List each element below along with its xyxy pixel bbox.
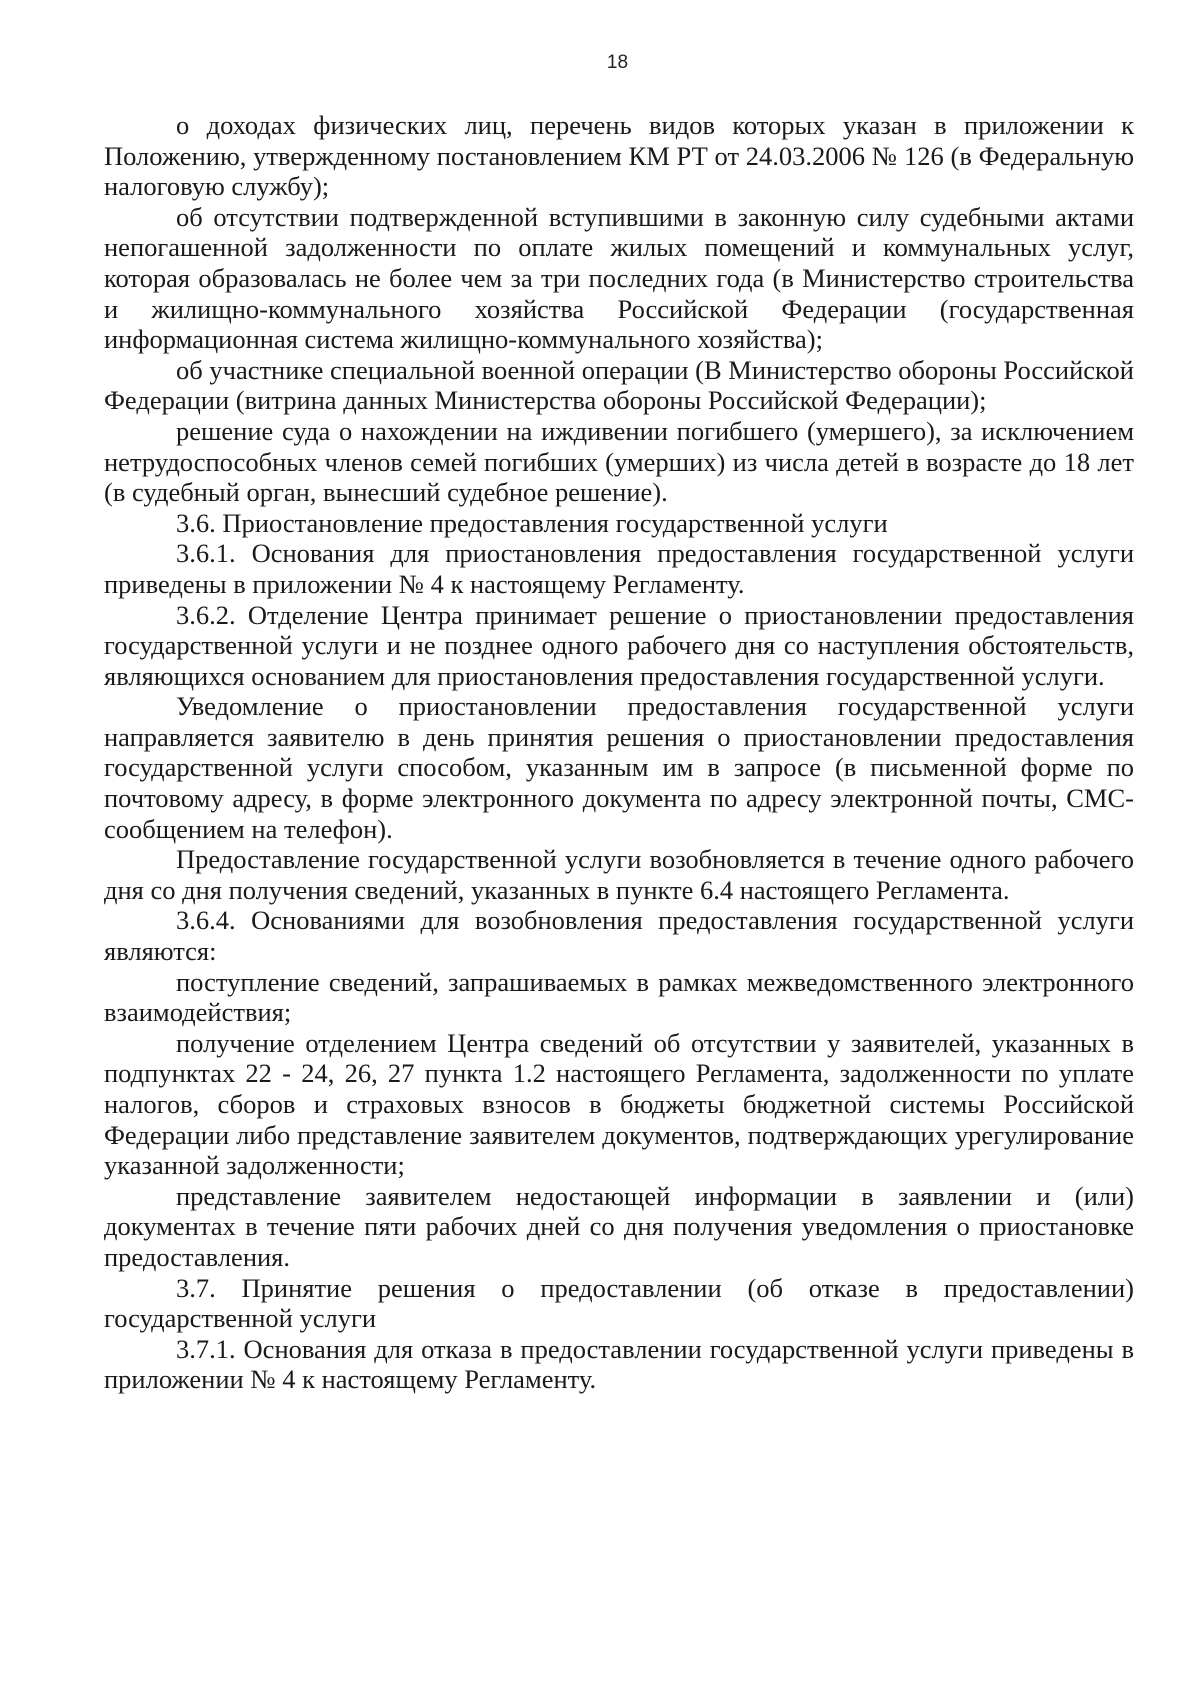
paragraph-3-6-1: 3.6.1. Основания для приостановления предоставления государственной услуги приведены в приложении № 4 к настоящему Регламенту. bbox=[104, 538, 1134, 599]
paragraph-no-tax-debt: получение отделением Центра сведений об отсутствии у заявителей, указанных в подпунктах 22 - 24, 26, 27 пункта 1.2 настоящего Регламента, задолженности по уплате налогов, сборов и страховых взносов в бюджеты бюджетной системы Российской Федерации либо представление заявителем документов, подтверждающих урегулирование указанной задолженности; bbox=[104, 1027, 1134, 1181]
section-heading-3-6: 3.6. Приостановление предоставления государственной услуги bbox=[176, 507, 888, 538]
paragraph-income-info: о доходах физических лиц, перечень видов которых указан в приложении к Положению, утвержденному постановлением КМ РТ от 24.03.2006 № 126 (в Федеральную налоговую службу); bbox=[104, 110, 1134, 202]
paragraph-missing-info: представление заявителем недостающей информации в заявлении и (или) документах в течение пяти рабочих дней со дня получения уведомления о приостановке предоставления. bbox=[104, 1180, 1134, 1272]
paragraph-3-6-4: 3.6.4. Основаниями для возобновления предоставления государственной услуги являются: bbox=[104, 905, 1134, 967]
paragraph-3-6-2: 3.6.2. Отделение Центра принимает решение о приостановлении предоставления государственной услуги и не позднее одного рабочего дня со наступления обстоятельств, являющихся основанием для приостановления предоставления государственной услуги. bbox=[104, 599, 1134, 691]
paragraph-interagency-info: поступление сведений, запрашиваемых в рамках межведомственного электронного взаимодействия; bbox=[104, 966, 1134, 1028]
paragraph-3-7-1: 3.7.1. Основания для отказа в предоставлении государственной услуги приведены в приложении № 4 к настоящему Регламенту. bbox=[104, 1333, 1134, 1395]
paragraph-military-operation: об участнике специальной военной операции (В Министерство обороны Российской Федерации (витрина данных Министерства обороны Российской Федерации); bbox=[104, 354, 1134, 416]
section-heading-3-7: 3.7. Принятие решения о предоставлении (об отказе в предоставлении) государственной услуги bbox=[104, 1272, 1134, 1334]
paragraph-resumption: Предоставление государственной услуги возобновляется в течение одного рабочего дня со дня получения сведений, указанных в пункте 6.4 настоящего Регламента. bbox=[104, 844, 1134, 905]
paragraph-suspension-notice: Уведомление о приостановлении предоставления государственной услуги направляется заявителю в день принятия решения о приостановлении предоставления государственной услуги способом, указанным им в запросе (в письменной форме по почтовому адресу, в форме электронного документа по адресу электронной почты, СМС-сообщением на телефон). bbox=[104, 691, 1134, 844]
paragraph-court-decision: решение суда о нахождении на иждивении погибшего (умершего), за исключением нетрудоспособных членов семей погибших (умерших) из числа детей в возрасте до 18 лет (в судебный орган, вынесший судебное решение). bbox=[104, 415, 1134, 508]
page-number: 18 bbox=[606, 52, 629, 73]
paragraph-housing-debt: об отсутствии подтвержденной вступившими в законную силу судебными актами непогашенной задолженности по оплате жилых помещений и коммунальных услуг, которая образовалась не более чем за три последних года (в Министерство строительства и жилищно-коммунального хозяйства Российской Федерации (государственная информационная система жилищно-коммунального хозяйства); bbox=[104, 201, 1134, 355]
document-body bbox=[104, 110, 1134, 1395]
